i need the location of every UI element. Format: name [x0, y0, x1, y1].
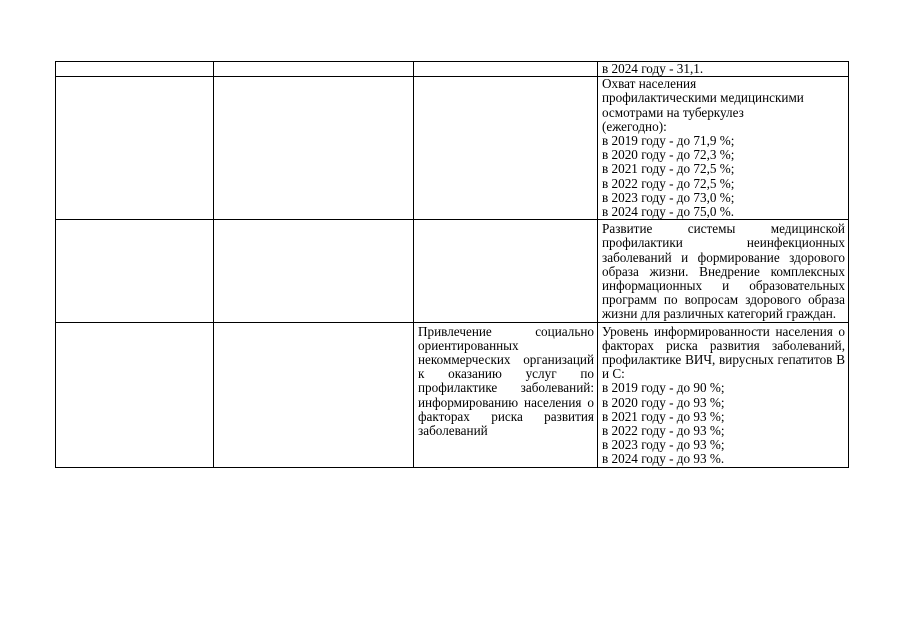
table-cell [414, 322, 598, 467]
cell-line: в 2020 году - до 72,3 %; [602, 147, 735, 163]
cell-line: в 2020 году - до 93 %; [602, 394, 725, 410]
table-cell [56, 322, 214, 467]
table-row [56, 322, 849, 467]
cell-line: профилактическими медицинскими [602, 90, 804, 106]
cell-line: в 2024 году - до 93 %. [602, 451, 725, 467]
table-cell [598, 322, 849, 467]
table-cell [598, 77, 849, 220]
table-cell [56, 220, 214, 322]
cell-line: в 2023 году - до 93 %; [602, 437, 725, 453]
table-cell [56, 62, 214, 77]
table-cell [414, 62, 598, 77]
cell-line: в 2022 году - до 72,5 %; [602, 175, 735, 191]
table-cell [414, 77, 598, 220]
table-row [56, 62, 849, 77]
cell-line: в 2023 году - до 73,0 %; [602, 189, 735, 205]
cell-line: в 2021 году - до 93 %; [602, 408, 725, 424]
cell-line: (ежегодно): [602, 118, 667, 134]
cell-paragraph: Привлечение социально ориентированных некоммерческих организаций к оказанию услуг по профилактике заболеваний: информированию населения о факторах риска развития заболеваний [418, 323, 594, 439]
cell-line: осмотрами на туберкулез [602, 104, 744, 120]
table-cell [598, 62, 849, 77]
cell-line: в 2019 году - до 90 %; [602, 380, 725, 396]
cell-line: в 2024 году - 31,1. [602, 61, 704, 76]
table-row [56, 220, 849, 322]
table-cell [56, 77, 214, 220]
cell-paragraph: Уровень информированности населения о факторах риска развития заболеваний, профилактике ВИЧ, вирусных гепатитов В и С: [602, 323, 845, 382]
table-cell [414, 220, 598, 322]
cell-line: Охват населения [602, 76, 697, 92]
table-row [56, 77, 849, 220]
cell-line: в 2022 году - до 93 %; [602, 423, 725, 439]
table-cell [214, 62, 414, 77]
cell-line: в 2024 году - до 75,0 %. [602, 204, 735, 220]
table-cell [214, 77, 414, 220]
document-table [55, 61, 849, 468]
cell-line: в 2019 году - до 71,9 %; [602, 133, 735, 149]
table-cell [214, 220, 414, 322]
table-cell [598, 220, 849, 322]
cell-line: в 2021 году - до 72,5 %; [602, 161, 735, 177]
cell-paragraph: Развитие системы медицинской профилактики неинфекционных заболеваний и формирование здорового образа жизни. Внедрение комплексных информационных и образовательных программ по вопросам здорового образа жизни для различных категорий граждан. [602, 221, 845, 322]
table-cell [214, 322, 414, 467]
